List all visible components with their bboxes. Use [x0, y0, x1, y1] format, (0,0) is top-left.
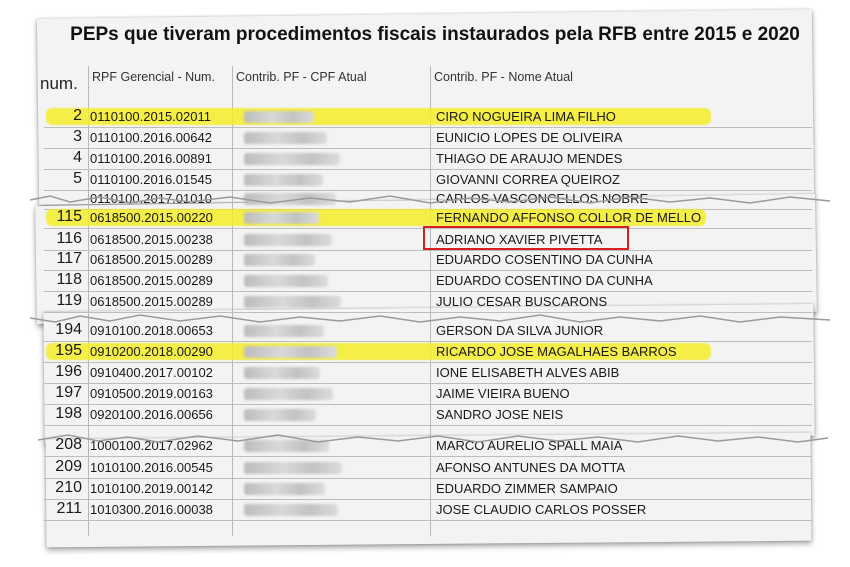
- table-row: [44, 404, 812, 426]
- row-number: 195: [55, 342, 82, 359]
- row-number: 196: [55, 363, 82, 380]
- contributor-name: GIOVANNI CORREA QUEIROZ: [436, 172, 620, 187]
- row-number: 4: [73, 149, 82, 166]
- contributor-name: EDUARDO ZIMMER SAMPAIO: [436, 481, 618, 496]
- redacted-cpf: [244, 174, 323, 186]
- row-number: 209: [55, 458, 82, 475]
- torn-edge: [30, 312, 830, 326]
- redacted-cpf: [244, 483, 325, 495]
- contributor-name: MARCO AURELIO SPALL MAIA: [436, 438, 623, 453]
- rpf-number: 0110100.2017.01010: [90, 191, 212, 206]
- redacted-cpf: [244, 296, 341, 308]
- torn-edge: [38, 432, 828, 446]
- rpf-number: 0910100.2018.00653: [90, 323, 213, 338]
- redacted-cpf: [244, 132, 327, 144]
- row-number: 5: [73, 170, 82, 187]
- rpf-number: 0618500.2015.00289: [90, 252, 213, 267]
- header-num: num.: [40, 74, 78, 93]
- redacted-cpf: [244, 254, 315, 266]
- redacted-cpf: [244, 504, 338, 516]
- contributor-name: EDUARDO COSENTINO DA CUNHA: [436, 273, 653, 288]
- redacted-cpf: [244, 212, 319, 224]
- redacted-cpf: [244, 111, 314, 123]
- rpf-number: 0910200.2018.00290: [90, 344, 213, 359]
- rpf-number: 1010100.2016.00545: [90, 460, 213, 475]
- redacted-cpf: [244, 153, 340, 165]
- table-row: [44, 478, 812, 500]
- table-row: [44, 270, 812, 292]
- table-row: [44, 127, 812, 149]
- table-row: [44, 106, 812, 128]
- rpf-number: 0110100.2016.00891: [90, 151, 212, 166]
- row-number: 118: [56, 271, 82, 288]
- header-rpf: RPF Gerencial - Num.: [92, 70, 215, 84]
- contributor-name: AFONSO ANTUNES DA MOTTA: [436, 460, 626, 475]
- row-number: 210: [55, 479, 82, 496]
- rpf-number: 0110100.2016.01545: [90, 172, 212, 187]
- contributor-name: ADRIANO XAVIER PIVETTA: [436, 232, 603, 247]
- contributor-name: FERNANDO AFFONSO COLLOR DE MELLO: [436, 210, 702, 225]
- rpf-number: 0910500.2019.00163: [90, 386, 213, 401]
- redacted-cpf: [244, 234, 332, 246]
- torn-edge: [30, 193, 830, 207]
- contributor-name: EDUARDO COSENTINO DA CUNHA: [436, 252, 653, 267]
- contributor-name: EUNICIO LOPES DE OLIVEIRA: [436, 130, 623, 145]
- table-row: [44, 383, 812, 405]
- contributor-name: JOSE CLAUDIO CARLOS POSSER: [436, 502, 647, 517]
- contributor-name: SANDRO JOSE NEIS: [436, 407, 564, 422]
- row-number: 208: [55, 436, 82, 453]
- contributor-name: CARLOS VASCONCELLOS NOBRE: [436, 191, 649, 206]
- redacted-cpf: [244, 325, 324, 337]
- document-title: PEPs que tiveram procedimentos fiscais instaurados pela RFB entre 2015 e 2020: [70, 24, 800, 45]
- row-number: 115: [56, 208, 82, 225]
- redacted-cpf: [244, 367, 320, 379]
- rpf-number: 0110100.2015.02011: [90, 109, 211, 124]
- row-number: 211: [56, 500, 82, 517]
- rpf-number: 0618500.2015.00238: [90, 232, 213, 247]
- highlight-box: [423, 226, 629, 250]
- header-cpf: Contrib. PF - CPF Atual: [236, 70, 367, 84]
- table-row: [44, 457, 812, 479]
- row-number: 197: [55, 384, 82, 401]
- row-number: 3: [73, 128, 82, 145]
- table-row: [44, 148, 812, 170]
- redacted-cpf: [244, 462, 342, 474]
- table-row: [44, 362, 812, 384]
- table-row: [44, 249, 812, 271]
- row-number: 198: [55, 405, 82, 422]
- contributor-name: GERSON DA SILVA JUNIOR: [436, 323, 604, 338]
- row-number: 194: [55, 321, 82, 338]
- table-row: [44, 341, 812, 363]
- contributor-name: CIRO NOGUEIRA LIMA FILHO: [436, 109, 616, 124]
- rpf-number: 0618500.2015.00220: [90, 210, 213, 225]
- redacted-cpf: [244, 346, 337, 358]
- rpf-number: 1010100.2019.00142: [90, 481, 213, 496]
- rpf-number: 1010300.2016.00038: [90, 502, 213, 517]
- header-name: Contrib. PF - Nome Atual: [434, 70, 573, 84]
- rpf-number: 0618500.2015.00289: [90, 294, 213, 309]
- row-number: 116: [56, 230, 82, 247]
- rpf-number: 0618500.2015.00289: [90, 273, 213, 288]
- redacted-cpf: [244, 388, 333, 400]
- contributor-name: THIAGO DE ARAUJO MENDES: [436, 151, 623, 166]
- rpf-number: 1000100.2017.02962: [90, 438, 213, 453]
- row-number: 117: [56, 250, 82, 267]
- rpf-number: 0110100.2016.00642: [90, 130, 212, 145]
- redacted-cpf: [244, 409, 316, 421]
- row-number: 119: [56, 292, 82, 309]
- rpf-number: 0910400.2017.00102: [90, 365, 213, 380]
- rpf-number: 0920100.2016.00656: [90, 407, 213, 422]
- contributor-name: RICARDO JOSE MAGALHAES BARROS: [436, 344, 677, 359]
- redacted-cpf: [244, 275, 328, 287]
- contributor-name: JULIO CESAR BUSCARONS: [436, 294, 608, 309]
- table-row: [44, 499, 812, 521]
- row-number: 2: [73, 107, 82, 124]
- contributor-name: IONE ELISABETH ALVES ABIB: [436, 365, 620, 380]
- contributor-name: JAIME VIEIRA BUENO: [436, 386, 570, 401]
- table-row: [44, 291, 812, 313]
